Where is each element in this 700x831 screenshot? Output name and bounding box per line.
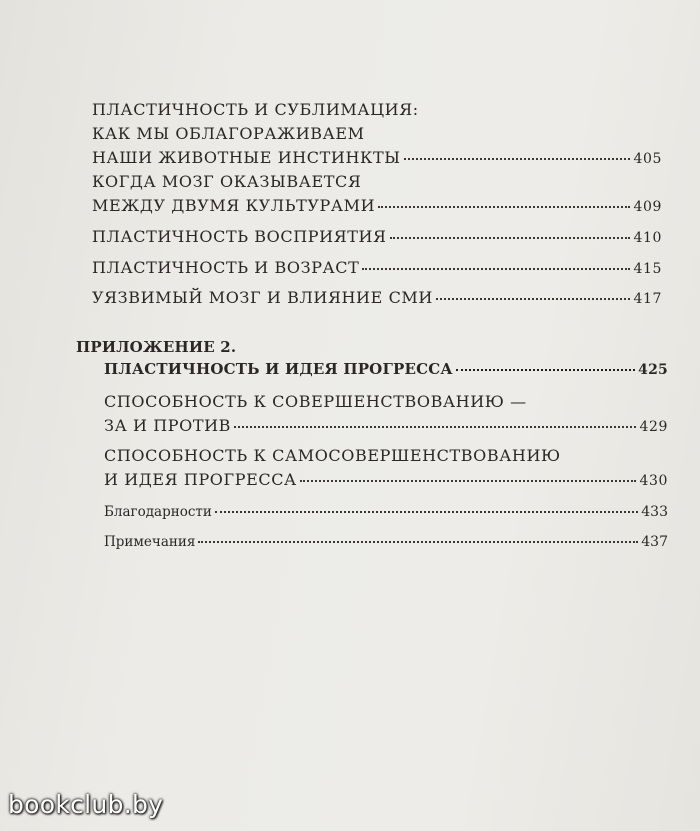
- toc-entry-last-line: [104, 360, 668, 378]
- toc-entry-last-line: [104, 416, 668, 435]
- page-number: 409: [633, 199, 662, 215]
- toc-entry-line: НАШИ ЖИВОТНЫЕ ИНСТИНКТЫ: [92, 148, 401, 167]
- leader-dots: [362, 267, 630, 270]
- page-number: 433: [641, 504, 668, 520]
- toc-entry-line: ПЛАСТИЧНОСТЬ И СУБЛИМАЦИЯ:: [92, 100, 419, 119]
- page-number: 415: [633, 261, 662, 277]
- toc-entry-last-line: [104, 534, 668, 550]
- appendix-heading: ПРИЛОЖЕНИЕ 2.: [76, 338, 237, 356]
- toc-entry-last-line: [92, 227, 662, 246]
- toc-entry-last-line: [104, 504, 668, 520]
- toc-entry-line: И ИДЕЯ ПРОГРЕССА: [104, 470, 297, 489]
- toc-entry-last-line: [92, 148, 662, 167]
- leader-dots: [198, 540, 638, 543]
- leader-dots: [436, 297, 631, 300]
- toc-entry-line: ПЛАСТИЧНОСТЬ И ВОЗРАСТ: [92, 258, 360, 277]
- toc-entry-line: КАК МЫ ОБЛАГОРАЖИВАЕМ: [92, 124, 365, 143]
- toc-entry-last-line: [92, 196, 662, 215]
- toc-entry-line: СПОСОБНОСТЬ К СОВЕРШЕНСТВОВАНИЮ —: [104, 392, 527, 411]
- toc-entry-line: Благодарности: [104, 504, 212, 520]
- leader-dots: [234, 425, 636, 428]
- toc-entry-line: ПЛАСТИЧНОСТЬ И ИДЕЯ ПРОГРЕССА: [104, 360, 453, 378]
- leader-dots: [456, 368, 635, 371]
- site-watermark: bookclub.by: [8, 790, 164, 819]
- leader-dots: [404, 157, 631, 160]
- leader-dots: [215, 510, 638, 513]
- page-number: 430: [639, 473, 668, 489]
- page-number: 425: [638, 362, 668, 378]
- toc-entry-line: Примечания: [104, 534, 196, 550]
- toc-entry-line: ПЛАСТИЧНОСТЬ ВОСПРИЯТИЯ: [92, 227, 387, 246]
- toc-entry-line: УЯЗВИМЫЙ МОЗГ И ВЛИЯНИЕ СМИ: [92, 288, 433, 307]
- toc-entry-line: КОГДА МОЗГ ОКАЗЫВАЕТСЯ: [92, 172, 362, 191]
- toc-entry-line: ЗА И ПРОТИВ: [104, 416, 232, 435]
- page-number: 405: [633, 151, 662, 167]
- toc-entry-line: МЕЖДУ ДВУМЯ КУЛЬТУРАМИ: [92, 196, 376, 215]
- leader-dots: [378, 205, 630, 208]
- page-number: 410: [633, 230, 662, 246]
- leader-dots: [390, 236, 631, 239]
- leader-dots: [300, 479, 637, 482]
- toc-entry-last-line: [104, 470, 668, 489]
- toc-entry-line: СПОСОБНОСТЬ К САМОСОВЕРШЕНСТВОВАНИЮ: [104, 446, 561, 465]
- page-number: 417: [633, 291, 662, 307]
- toc-entry-last-line: [92, 288, 662, 307]
- page-number: 429: [639, 419, 668, 435]
- toc-entry-last-line: [92, 258, 662, 277]
- page-number: 437: [641, 534, 668, 550]
